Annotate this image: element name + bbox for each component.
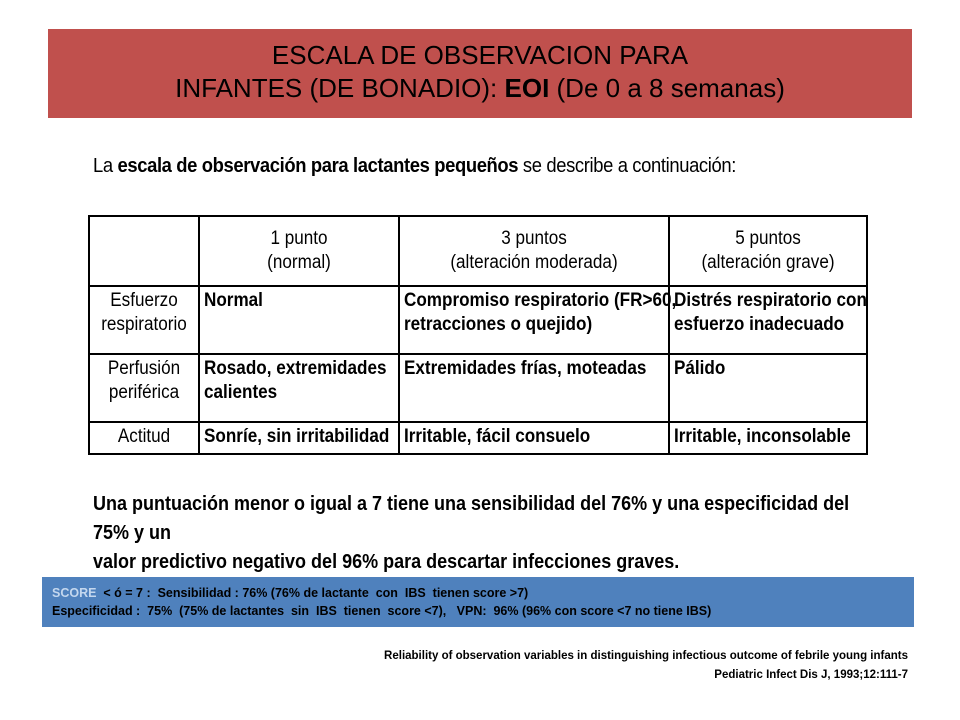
intro-pre: La — [93, 155, 118, 177]
row-label-line1: Actitud — [117, 426, 171, 447]
cell-line1: Sonríe, sin irritabilidad — [204, 426, 390, 447]
table-corner-cell — [89, 216, 199, 286]
table-row — [89, 422, 867, 454]
table-cell — [669, 422, 867, 454]
table-cell — [199, 422, 399, 454]
table-cell — [399, 354, 669, 422]
reference-line-1: Reliability of observation variables in distinguishing infectious outcome of febrile young infants — [384, 650, 908, 662]
summary-text — [93, 490, 867, 577]
cell-line1: Irritable, fácil consuelo — [404, 426, 591, 447]
title-acronym: EOI — [504, 73, 550, 103]
header-5-line1: 5 puntos — [735, 228, 801, 249]
header-3-line1: 3 puntos — [501, 228, 567, 249]
score-lead: SCORE — [52, 586, 97, 600]
header-5-puntos — [669, 216, 867, 286]
header-1-line2: (normal) — [267, 252, 331, 273]
title-banner — [48, 29, 912, 118]
reference-citation — [384, 647, 908, 685]
summary-line-1: Una puntuación menor o igual a 7 tiene una sensibilidad del 76% y una especificidad del 75% y un — [93, 493, 850, 544]
table-cell — [199, 286, 399, 354]
title-line-2 — [48, 72, 912, 105]
intro-bold: escala de observación para lactantes pequeños — [117, 155, 519, 177]
table-cell — [399, 422, 669, 454]
row-label-line1: Esfuerzo — [110, 290, 178, 311]
cell-line2: calientes — [204, 382, 278, 403]
title-line-1: ESCALA DE OBSERVACION PARA — [271, 40, 689, 70]
row-label-line2: periférica — [108, 382, 180, 403]
cell-line1: Compromiso respiratorio (FR>60, — [404, 290, 677, 311]
table-header-row — [89, 216, 867, 286]
header-1-punto — [199, 216, 399, 286]
observation-scale-table — [88, 215, 868, 455]
cell-line1: Irritable, inconsolable — [674, 426, 851, 447]
score-line-1 — [52, 584, 904, 602]
cell-line1: Extremidades frías, moteadas — [404, 358, 647, 379]
table-cell — [669, 286, 867, 354]
score-line-2: Especificidad : 75% (75% de lactantes sin IBS tienen score <7), VPN: 96% (96% con score <7 no tiene IBS) — [52, 604, 712, 618]
row-label — [89, 286, 199, 354]
cell-line1: Distrés respiratorio con — [674, 290, 867, 311]
reference-line-2: Pediatric Infect Dis J, 1993;12:111-7 — [714, 669, 908, 681]
header-5-line2: (alteración grave) — [701, 252, 835, 273]
table-cell — [669, 354, 867, 422]
summary-line-2: valor predictivo negativo del 96% para descartar infecciones graves. — [93, 551, 680, 573]
row-label — [89, 422, 199, 454]
table-row — [89, 354, 867, 422]
row-label — [89, 354, 199, 422]
row-label-line1: Perfusión — [107, 358, 181, 379]
cell-line1: Rosado, extremidades — [204, 358, 387, 379]
score-box — [42, 577, 914, 627]
table-cell — [399, 286, 677, 354]
cell-line2: retracciones o quejido) — [404, 314, 593, 335]
cell-line1: Pálido — [674, 358, 726, 379]
title-line-2-pre: INFANTES (DE BONADIO): — [175, 73, 505, 103]
header-1-line1: 1 punto — [270, 228, 328, 249]
cell-line1: Normal — [204, 290, 263, 311]
header-3-line2: (alteración moderada) — [450, 252, 618, 273]
row-label-line2: respiratorio — [101, 314, 187, 335]
table-cell — [199, 354, 399, 422]
intro-text — [93, 155, 736, 178]
table-row — [89, 286, 867, 354]
title-line-2-post: (De 0 a 8 semanas) — [549, 73, 785, 103]
score-line-1-rest: < ó = 7 : Sensibilidad : 76% (76% de lactante con IBS tienen score >7) — [96, 586, 529, 600]
cell-line2: esfuerzo inadecuado — [674, 314, 845, 335]
header-3-puntos — [399, 216, 669, 286]
intro-post: se describe a continuación: — [518, 155, 736, 177]
